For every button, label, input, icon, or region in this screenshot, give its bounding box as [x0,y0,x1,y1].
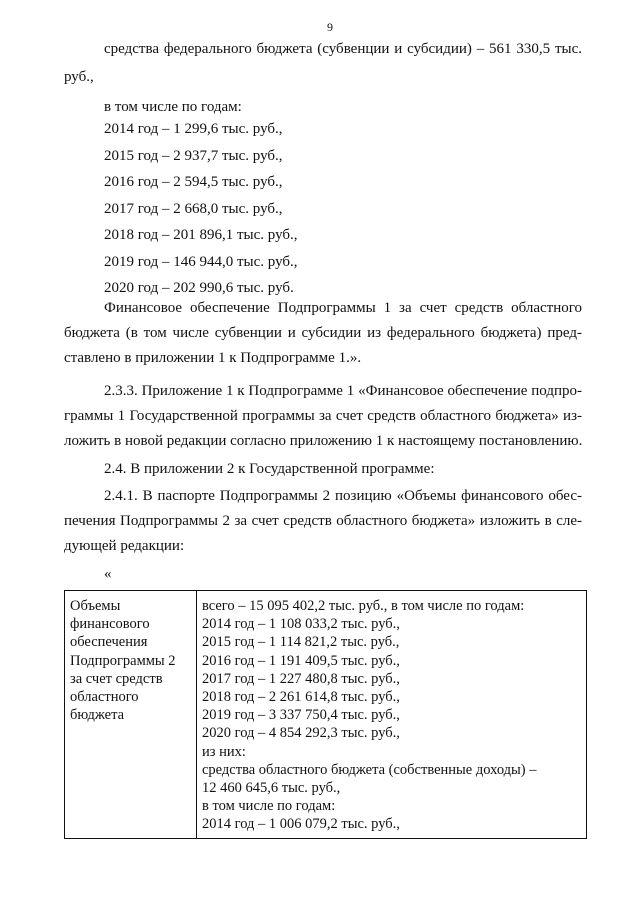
paragraph-line: дующей редакции: [64,538,185,554]
paragraph-line: 2.4.1. В паспорте Подпрограммы 2 позицию «Объемы финансового обес- [104,488,582,504]
label-line: Подпрограммы 2 [70,652,176,669]
table-value-cell [197,591,587,839]
paragraph-line: 2.4. В приложении 2 к Государственной программе: [104,461,435,477]
paragraph-line: печения Подпрограммы 2 за счет средств областного бюджета» изложить в сле- [64,513,582,529]
value-line: 2015 год – 1 114 821,2 тыс. руб., [202,634,400,651]
opening-quote: « [104,566,112,582]
value-line: 2017 год – 1 227 480,8 тыс. руб., [202,670,400,687]
financing-line: ставлено в приложении 1 к Подпрограмме 1.». [64,350,362,366]
paragraph-line: ложить в новой редакции согласно приложению 1 к настоящему постановлению. [64,433,583,449]
value-line: 12 460 645,6 тыс. руб., [202,780,341,797]
federal-years-list [64,116,582,302]
paragraph-2-4-1 [64,484,582,559]
label-line: за счет средств [70,670,163,687]
year-item: 2020 год – 202 990,6 тыс. руб. [104,280,294,296]
federal-funds-unit: руб., [64,69,94,85]
paragraph-line: 2.3.3. Приложение 1 к Подпрограмме 1 «Финансовое обеспечение подпро- [104,383,582,399]
value-line: 2014 год – 1 108 033,2 тыс. руб., [202,616,400,633]
label-line: Объемы [70,598,121,614]
paragraph-2-3-3 [64,379,582,454]
label-line: бюджета [70,707,125,724]
value-line: 2016 год – 1 191 409,5 тыс. руб., [202,652,400,669]
year-item: 2014 год – 1 299,6 тыс. руб., [104,121,283,137]
table-row [65,591,587,839]
value-line: 2018 год – 2 261 614,8 тыс. руб., [202,689,400,706]
value-line: 2020 год – 4 854 292,3 тыс. руб., [202,725,400,742]
value-line: 2019 год – 3 337 750,4 тыс. руб., [202,707,400,724]
year-item: 2015 год – 2 937,7 тыс. руб., [104,147,283,164]
value-line: из них: [202,743,246,760]
label-line: финансового [70,616,150,633]
paragraph-2-4 [64,456,582,482]
year-item: 2019 год – 146 944,0 тыс. руб., [104,253,298,270]
value-line: в том числе по годам: [202,798,336,815]
by-years-label: в том числе по годам: [104,99,242,115]
label-line: областного [70,689,139,706]
financing-line: Финансовое обеспечение Подпрограммы 1 за счет средств областного [104,300,582,316]
year-item: 2018 год – 201 896,1 тыс. руб., [104,227,298,243]
table-label-cell [65,591,197,839]
year-item: 2016 год – 2 594,5 тыс. руб., [104,174,283,190]
value-line: 2014 год – 1 006 079,2 тыс. руб., [202,816,400,833]
federal-funds-line: средства федерального бюджета (субвенции и субсидии) – 561 330,5 тыс. [104,41,582,57]
budget-table [64,590,587,839]
label-line: обеспечения [70,634,148,651]
financing-line: бюджета (в том числе субвенции и субсидии из федерального бюджета) пред- [64,325,582,341]
paragraph-line: граммы 1 Государственной программы за счет средств областного бюджета» из- [64,408,582,424]
value-line: средства областного бюджета (собственные доходы) – [202,761,537,778]
page-number: 9 [327,20,333,34]
year-item: 2017 год – 2 668,0 тыс. руб., [104,200,283,217]
financing-paragraph [64,296,582,371]
value-line: всего – 15 095 402,2 тыс. руб., в том числе по годам: [202,598,525,614]
federal-funds-section [64,36,582,120]
